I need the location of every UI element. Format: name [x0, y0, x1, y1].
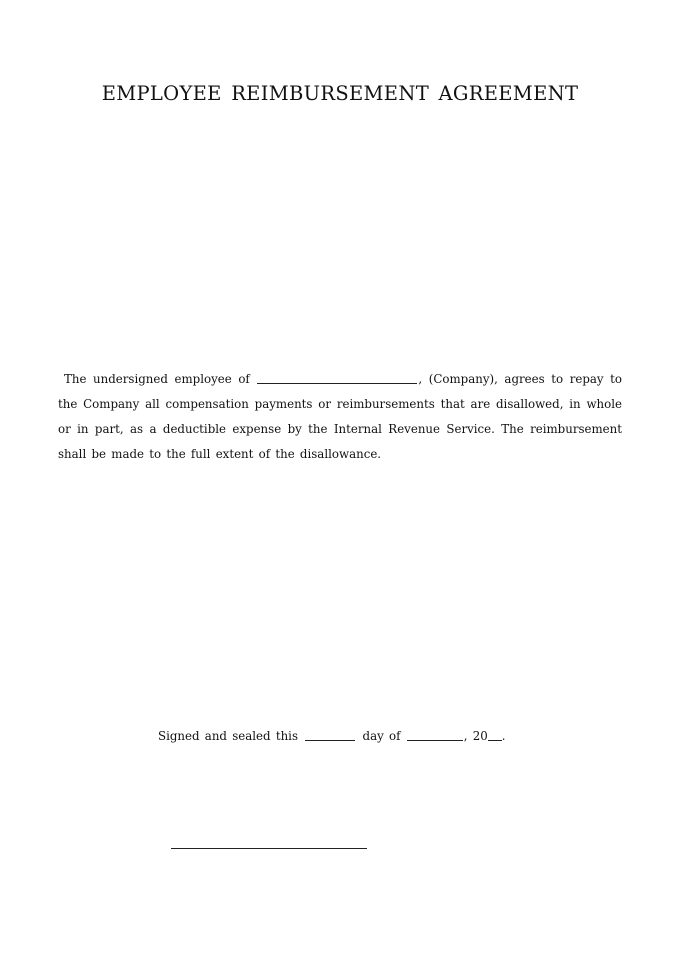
company-name-blank[interactable]: [257, 382, 417, 384]
signed-prefix: Signed and sealed this: [158, 729, 299, 743]
document-title: EMPLOYEE REIMBURSEMENT AGREEMENT: [101, 82, 579, 105]
day-blank[interactable]: [305, 739, 355, 741]
signature-line[interactable]: [171, 848, 367, 849]
agreement-paragraph: [58, 367, 622, 467]
paragraph-text-rest: , (Company), agrees to repay to the Company all compensation payments or reimbursements that are disallowed, in whole or in part, as a deductible expense by the Internal Revenue Service. The reimbursement shall be made to the full extent of the disallowance.: [58, 372, 623, 461]
year-prefix-text: , 20: [463, 729, 488, 743]
signed-end-period: .: [501, 729, 506, 743]
month-blank[interactable]: [407, 739, 463, 741]
signed-and-sealed-line: [158, 724, 506, 749]
year-blank[interactable]: [488, 739, 502, 741]
paragraph-text-start: The undersigned employee of: [64, 372, 250, 386]
day-of-text: day of: [362, 729, 401, 743]
